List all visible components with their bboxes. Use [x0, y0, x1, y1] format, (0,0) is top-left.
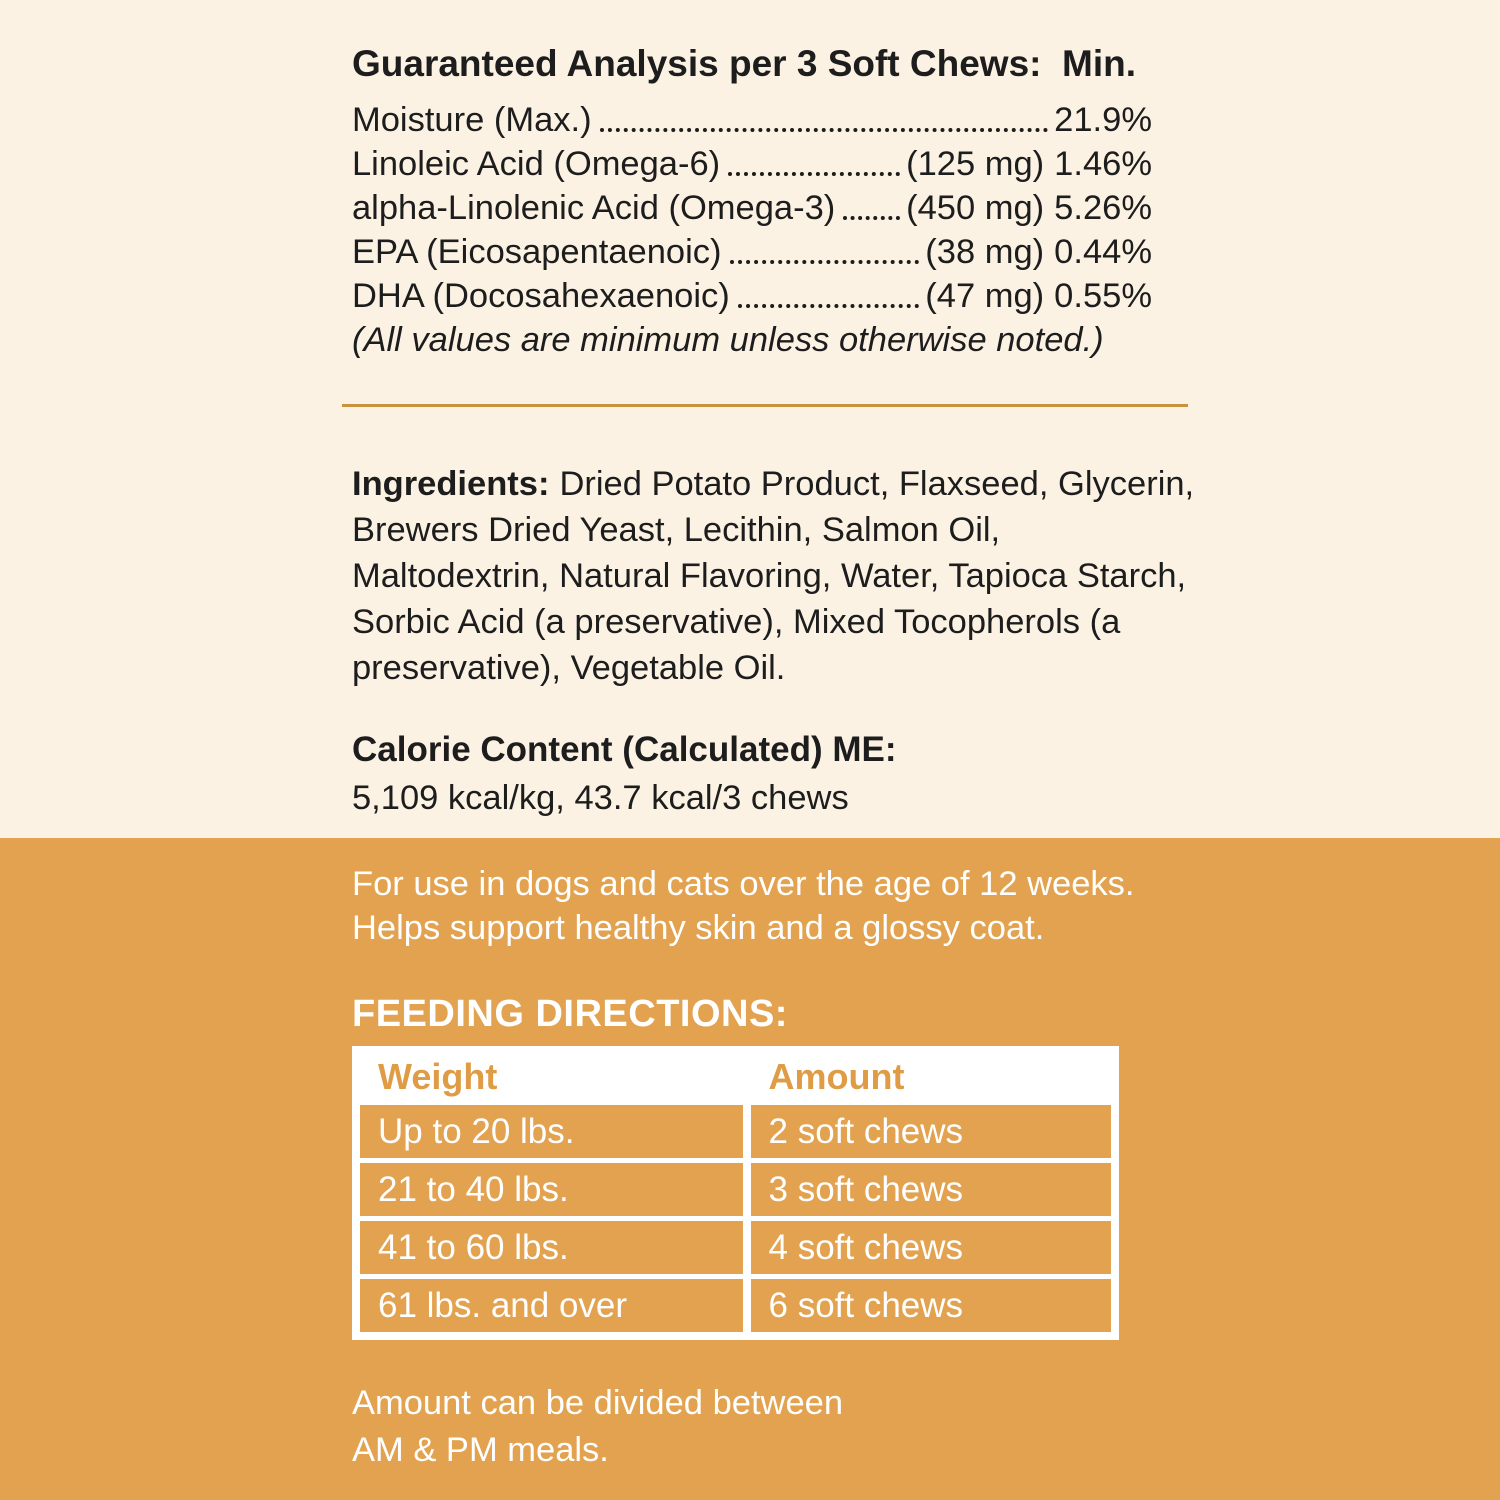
ingredients-text: Dried Potato Product, Flaxseed, Glycerin, Brewers Dried Yeast, Lecithin, Salmon Oil, Maltodextrin, Natural Flavoring, Water, Tapioca Starch, Sorbic Acid (a preservative), Mixed Tocopherols (a preservative), Vegetable Oil. — [352, 465, 1195, 687]
analysis-value: 0.44% — [1054, 233, 1152, 271]
analysis-value: 0.55% — [1054, 277, 1152, 315]
guaranteed-analysis-header — [352, 42, 1152, 86]
amount-cell: 6 soft chews — [751, 1279, 1111, 1332]
guaranteed-analysis-title: Guaranteed Analysis per 3 Soft Chews: — [352, 43, 1042, 84]
analysis-label: alpha-Linolenic Acid (Omega-3) — [352, 189, 836, 227]
analysis-label: Moisture (Max.) — [352, 101, 592, 139]
analysis-value: 21.9% — [1054, 101, 1152, 139]
analysis-amount: (38 mg) — [925, 233, 1045, 271]
analysis-row-alpha-linolenic-acid — [352, 186, 1152, 230]
calorie-content-value: 5,109 kcal/kg, 43.7 kcal/3 chews — [352, 779, 849, 817]
amount-column-header: Amount — [768, 1056, 905, 1097]
usage-statement — [352, 862, 1252, 950]
analysis-amount: (125 mg) — [906, 145, 1045, 183]
feeding-note-line-2: AM & PM meals. — [352, 1431, 609, 1469]
feeding-table-header-row — [360, 1054, 1111, 1100]
weight-cell: 41 to 60 lbs. — [360, 1221, 743, 1274]
dot-leader — [738, 304, 920, 308]
table-row — [360, 1279, 1111, 1332]
calorie-content-title: Calorie Content (Calculated) ME: — [352, 730, 897, 769]
feeding-table — [352, 1046, 1119, 1340]
usage-line-2: Helps support healthy skin and a glossy coat. — [352, 909, 1045, 947]
ingredients-paragraph — [352, 461, 1198, 691]
amount-cell: 4 soft chews — [751, 1221, 1111, 1274]
analysis-amount: (47 mg) — [925, 277, 1045, 315]
dot-leader — [600, 128, 1049, 132]
min-column-header: Min. — [1062, 43, 1136, 84]
feeding-directions-title: FEEDING DIRECTIONS: — [352, 993, 788, 1035]
usage-line-1: For use in dogs and cats over the age of 12 weeks. — [352, 865, 1135, 903]
weight-cell: 61 lbs. and over — [360, 1279, 743, 1332]
weight-column-header: Weight — [378, 1056, 498, 1097]
analysis-row-moisture — [352, 98, 1152, 142]
dot-leader — [730, 260, 920, 264]
analysis-row-dha — [352, 274, 1152, 318]
amount-cell: 2 soft chews — [751, 1105, 1111, 1158]
table-row — [360, 1163, 1111, 1216]
section-divider — [342, 404, 1188, 407]
analysis-value: 1.46% — [1054, 145, 1152, 183]
analysis-value: 5.26% — [1054, 189, 1152, 227]
analysis-row-epa — [352, 230, 1152, 274]
feeding-note — [352, 1380, 1500, 1474]
analysis-amount: (450 mg) — [906, 189, 1045, 227]
weight-cell: 21 to 40 lbs. — [360, 1163, 743, 1216]
amount-cell: 3 soft chews — [751, 1163, 1111, 1216]
analysis-row-linoleic-acid — [352, 142, 1152, 186]
table-row — [360, 1105, 1111, 1158]
ingredients-label: Ingredients: — [352, 465, 550, 503]
weight-cell: Up to 20 lbs. — [360, 1105, 743, 1158]
analysis-label: EPA (Eicosapentaenoic) — [352, 233, 722, 271]
table-row — [360, 1221, 1111, 1274]
dot-leader — [843, 216, 900, 220]
guaranteed-analysis-list — [352, 98, 1152, 318]
feeding-directions-section — [0, 838, 1500, 1500]
analysis-note: (All values are minimum unless otherwise noted.) — [352, 321, 1104, 359]
analysis-label: DHA (Docosahexaenoic) — [352, 277, 730, 315]
dot-leader — [728, 172, 900, 176]
feeding-note-line-1: Amount can be divided between — [352, 1384, 844, 1422]
analysis-label: Linoleic Acid (Omega-6) — [352, 145, 721, 183]
